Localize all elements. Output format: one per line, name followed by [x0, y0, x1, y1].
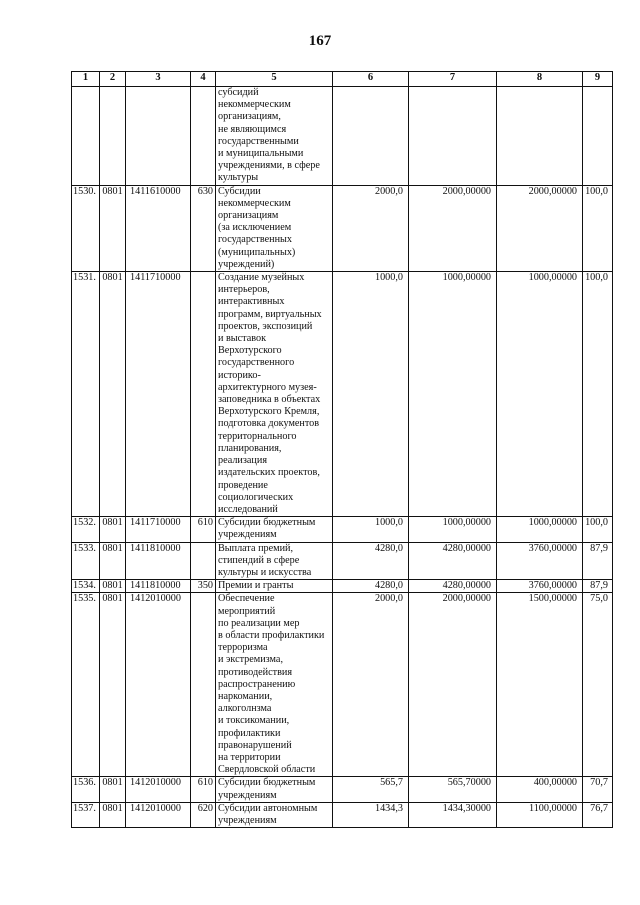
value-col7: 4280,00000	[409, 580, 497, 593]
value-col6: 1000,0	[333, 517, 409, 542]
expense-type	[191, 87, 216, 186]
value-col6: 4280,0	[333, 580, 409, 593]
target-code: 1411810000	[126, 580, 191, 593]
table-row	[72, 593, 613, 777]
value-col7: 1000,00000	[409, 517, 497, 542]
header-cell: 6	[333, 72, 409, 87]
value-col8	[497, 87, 583, 186]
section-code: 0801	[100, 542, 126, 580]
value-col6	[333, 87, 409, 186]
expense-type	[191, 542, 216, 580]
section-code: 0801	[100, 580, 126, 593]
value-col7: 1000,00000	[409, 272, 497, 517]
value-col7: 1434,30000	[409, 802, 497, 827]
item-name: Субсидии некоммерческим организациям (за исключением государственных (муниципальных) учреждений)	[216, 185, 333, 271]
value-col6: 4280,0	[333, 542, 409, 580]
table-row	[72, 87, 613, 186]
table-row	[72, 272, 613, 517]
value-col9: 87,9	[583, 580, 613, 593]
expense-type: 350	[191, 580, 216, 593]
header-cell: 8	[497, 72, 583, 87]
section-code: 0801	[100, 517, 126, 542]
header-row	[72, 72, 613, 87]
item-name: Премии и гранты	[216, 580, 333, 593]
item-name: субсидий некоммерческим организациям, не являющимся государственными и муниципальными учреждениями, в сфере культуры	[216, 87, 333, 186]
value-col8: 3760,00000	[497, 580, 583, 593]
target-code: 1412010000	[126, 777, 191, 802]
value-col8: 2000,00000	[497, 185, 583, 271]
value-col8: 1000,00000	[497, 272, 583, 517]
item-name: Выплата премий, стипендий в сфере культуры и искусства	[216, 542, 333, 580]
section-code: 0801	[100, 272, 126, 517]
row-number: 1536.	[72, 777, 100, 802]
page-number: 167	[308, 33, 332, 49]
value-col6: 565,7	[333, 777, 409, 802]
target-code: 1411810000	[126, 542, 191, 580]
section-code: 0801	[100, 593, 126, 777]
table-row	[72, 802, 613, 827]
item-name: Субсидии бюджетным учреждениям	[216, 517, 333, 542]
header-cell: 5	[216, 72, 333, 87]
value-col9: 75,0	[583, 593, 613, 777]
header-cell: 7	[409, 72, 497, 87]
row-number: 1537.	[72, 802, 100, 827]
row-number	[72, 87, 100, 186]
value-col9: 76,7	[583, 802, 613, 827]
row-number: 1532.	[72, 517, 100, 542]
target-code	[126, 87, 191, 186]
row-number: 1533.	[72, 542, 100, 580]
value-col8: 400,00000	[497, 777, 583, 802]
expense-type	[191, 272, 216, 517]
item-name: Субсидии бюджетным учреждениям	[216, 777, 333, 802]
value-col8: 1100,00000	[497, 802, 583, 827]
header-cell: 9	[583, 72, 613, 87]
section-code	[100, 87, 126, 186]
budget-table	[71, 71, 613, 828]
value-col6: 2000,0	[333, 185, 409, 271]
expense-type: 610	[191, 777, 216, 802]
value-col7: 565,70000	[409, 777, 497, 802]
table-row	[72, 517, 613, 542]
value-col9: 70,7	[583, 777, 613, 802]
item-name: Субсидии автономным учреждениям	[216, 802, 333, 827]
row-number: 1535.	[72, 593, 100, 777]
row-number: 1530.	[72, 185, 100, 271]
header-cell: 4	[191, 72, 216, 87]
header-cell: 3	[126, 72, 191, 87]
expense-type	[191, 593, 216, 777]
target-code: 1411610000	[126, 185, 191, 271]
table-row	[72, 542, 613, 580]
table-row	[72, 777, 613, 802]
expense-type: 630	[191, 185, 216, 271]
item-name: Создание музейных интерьеров, интерактивных программ, виртуальных проектов, экспозиций и выставок Верхотурского государственного историко- архитектурного музея- заповедника в объектах Верхотурского Кремля, подготовка документов территорнального планирования, реализация издательских проектов, проведение социологических исследований	[216, 272, 333, 517]
header-cell: 1	[72, 72, 100, 87]
table-row	[72, 185, 613, 271]
value-col7: 2000,00000	[409, 185, 497, 271]
item-name: Обеспечение мероприятий по реализации мер в области профилактики терроризма и экстремизма, противодействия распространению наркомании, алкоголнзма и токсикомании, профилактики правонарушений на территории Свердловской области	[216, 593, 333, 777]
header-cell: 2	[100, 72, 126, 87]
section-code: 0801	[100, 185, 126, 271]
value-col9: 100,0	[583, 517, 613, 542]
row-number: 1531.	[72, 272, 100, 517]
target-code: 1412010000	[126, 802, 191, 827]
value-col7	[409, 87, 497, 186]
value-col9: 100,0	[583, 272, 613, 517]
table-row	[72, 580, 613, 593]
value-col7: 2000,00000	[409, 593, 497, 777]
value-col9: 87,9	[583, 542, 613, 580]
value-col6: 1434,3	[333, 802, 409, 827]
target-code: 1411710000	[126, 272, 191, 517]
value-col9: 100,0	[583, 185, 613, 271]
section-code: 0801	[100, 777, 126, 802]
value-col6: 2000,0	[333, 593, 409, 777]
value-col7: 4280,00000	[409, 542, 497, 580]
expense-type: 620	[191, 802, 216, 827]
target-code: 1412010000	[126, 593, 191, 777]
expense-type: 610	[191, 517, 216, 542]
target-code: 1411710000	[126, 517, 191, 542]
value-col8: 3760,00000	[497, 542, 583, 580]
row-number: 1534.	[72, 580, 100, 593]
value-col6: 1000,0	[333, 272, 409, 517]
section-code: 0801	[100, 802, 126, 827]
value-col9	[583, 87, 613, 186]
value-col8: 1500,00000	[497, 593, 583, 777]
value-col8: 1000,00000	[497, 517, 583, 542]
